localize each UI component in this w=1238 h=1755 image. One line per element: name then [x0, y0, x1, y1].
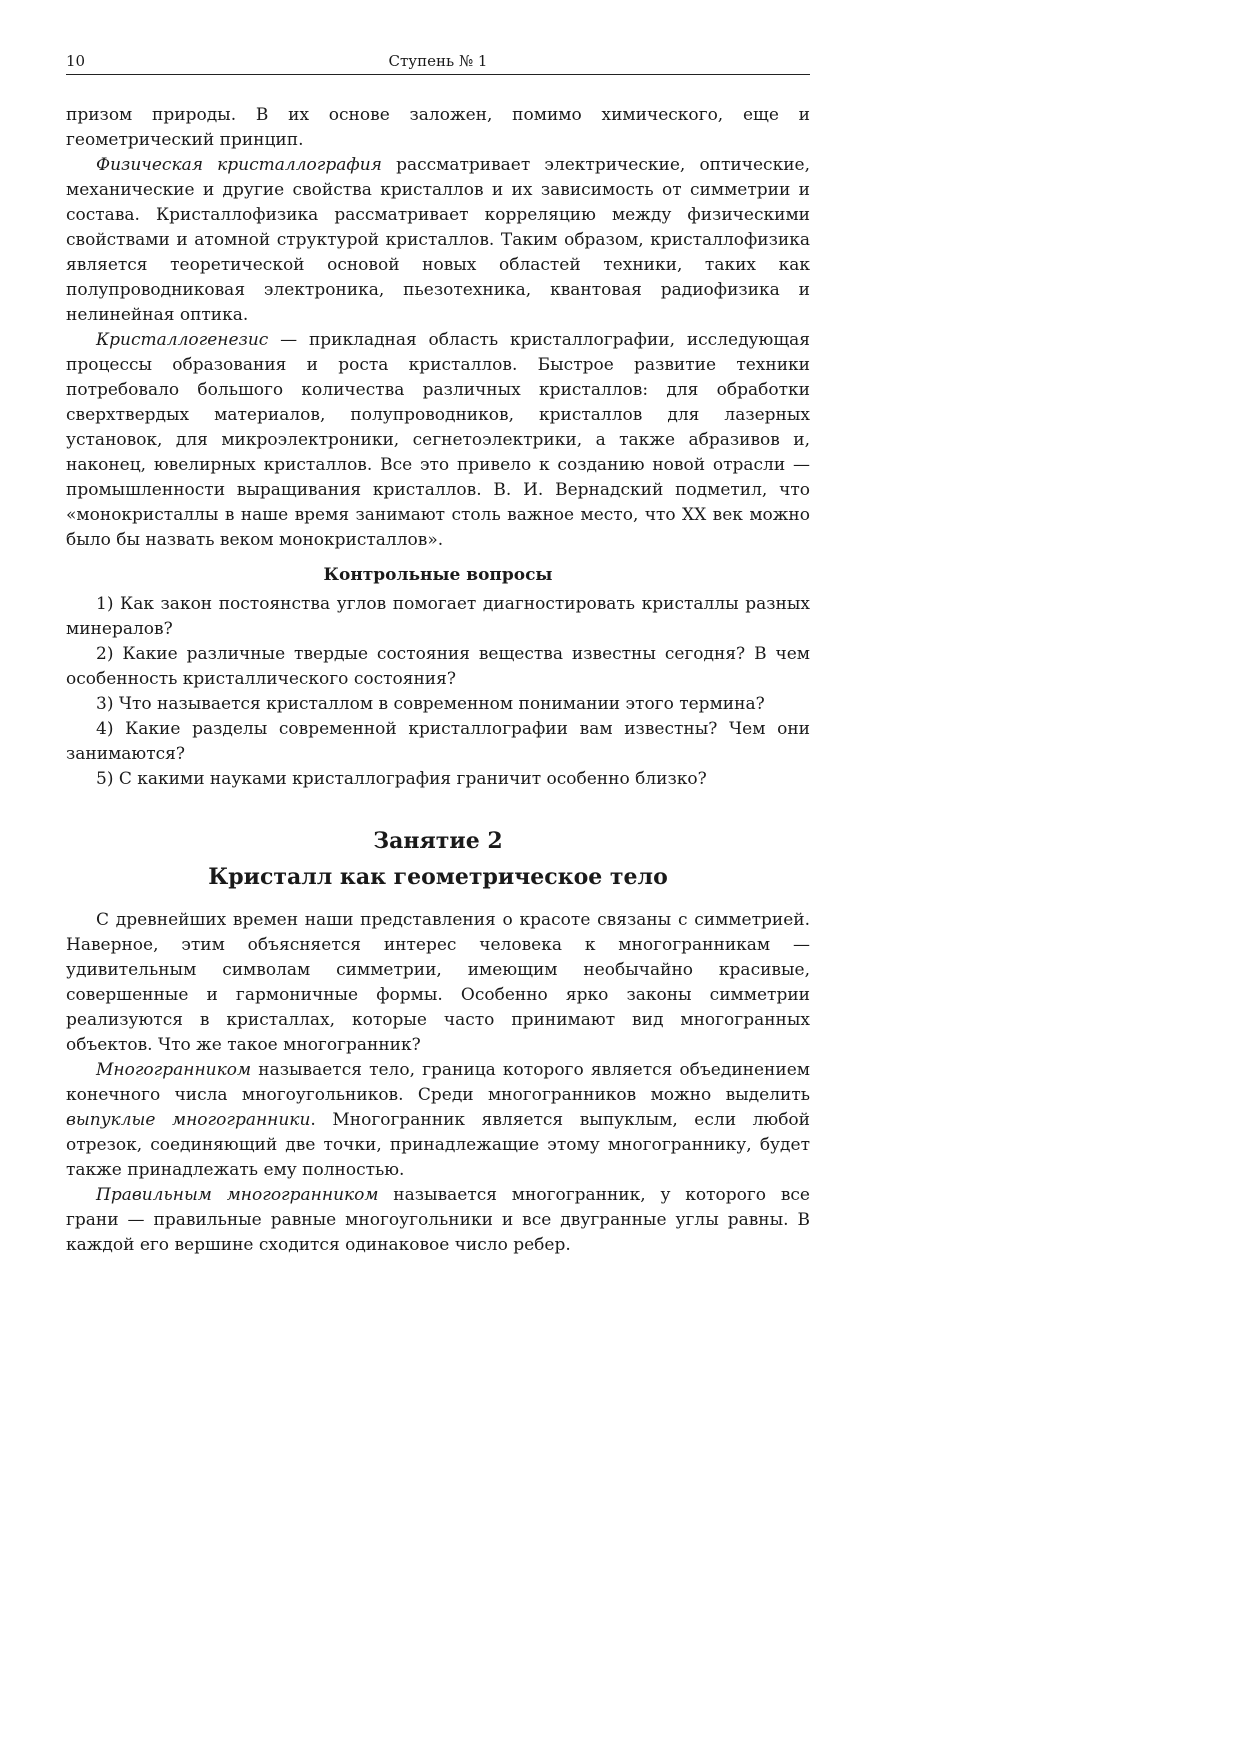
paragraph-crystallogenesis: [66, 328, 810, 553]
control-questions-list: [66, 592, 810, 792]
book-page: [66, 48, 810, 1258]
lesson-number-heading: Занятие 2: [373, 828, 503, 854]
paragraph-polyhedron-definition: [66, 1058, 810, 1183]
paragraph-text: называется тело, граница которого является объединением конечного числа многоугольников. Среди многогранников можно выделить: [66, 1060, 810, 1105]
paragraph-regular-polyhedron: [66, 1183, 810, 1258]
term-crystallogenesis: Кристаллогенезис: [96, 330, 269, 350]
term-physical-crystallography: Физическая кристаллография: [96, 155, 382, 175]
control-questions-heading: Контрольные вопросы: [323, 565, 553, 585]
question-item: 1) Как закон постоянства углов помогает диагностировать кристаллы разных минералов?: [66, 594, 810, 639]
paragraph-continuation: призом природы. В их основе заложен, помимо химического, еще и геометрический принцип.: [66, 105, 810, 150]
paragraph-symmetry-intro: С древнейших времен наши представления о красоте связаны с симметрией. Наверное, этим объясняется интерес человека к многогранникам — удивительным символам симметрии, имеющим необычайно красивые, совершенные и гармоничные формы. Особенно ярко законы симметрии реализуются в кристаллах, которые часто принимают вид многогранных объектов. Что же такое многогранник?: [66, 910, 810, 1055]
paragraph-text: называется многогранник, у которого все грани — правильные равные многоугольники и все двугранные углы равны. В каждой его вершине сходится одинаковое число ребер.: [66, 1185, 810, 1255]
running-title: Ступень № 1: [388, 52, 488, 70]
question-item: 4) Какие разделы современной кристаллографии вам известны? Чем они занимаются?: [66, 719, 810, 764]
term-polyhedron: Многогранником: [96, 1060, 252, 1080]
question-item: 2) Какие различные твердые состояния вещества известны сегодня? В чем особенность кристаллического состояния?: [66, 644, 810, 689]
lesson-title-heading: Кристалл как геометрическое тело: [208, 864, 668, 890]
paragraph-physical-crystallography: [66, 153, 810, 328]
paragraph-text: — прикладная область кристаллографии, исследующая процессы образования и роста кристаллов. Быстрое развитие техники потребовало большого количества различных кристаллов: для обработки сверхтвердых материалов, полупроводников, кристаллов для лазерных установок, для микроэлектроники, сегнетоэлектрики, а также абразивов и, наконец, ювелирных кристаллов. Все это привело к созданию новой отрасли — промышленности выращивания кристаллов. В. И. Вернадский подметил, что «монокристаллы в наше время занимают столь важное место, что XX век можно было бы назвать веком монокристаллов».: [66, 330, 810, 550]
running-header: [66, 48, 810, 75]
term-convex-polyhedra: выпуклые многогранники: [66, 1110, 311, 1130]
paragraph-text: рассматривает электрические, оптические, механические и другие свойства кристаллов и их зависимость от симметрии и состава. Кристаллофизика рассматривает корреляцию между физическими свойствами и атомной структурой кристаллов. Таким образом, кристаллофизика является теоретической основой новых областей техники, таких как полупроводниковая электроника, пьезотехника, квантовая радиофизика и нелинейная оптика.: [66, 155, 810, 325]
body-text: [66, 103, 810, 1258]
question-item: 5) С какими науками кристаллография граничит особенно близко?: [96, 769, 707, 789]
paragraph-text: . Многогранник является выпуклым, если любой отрезок, соединяющий две точки, принадлежащие этому многограннику, будет также принадлежать ему полностью.: [66, 1110, 810, 1180]
page-number: 10: [66, 52, 86, 70]
term-regular-polyhedron: Правильным многогранником: [96, 1185, 379, 1205]
question-item: 3) Что называется кристаллом в современном понимании этого термина?: [96, 694, 765, 714]
